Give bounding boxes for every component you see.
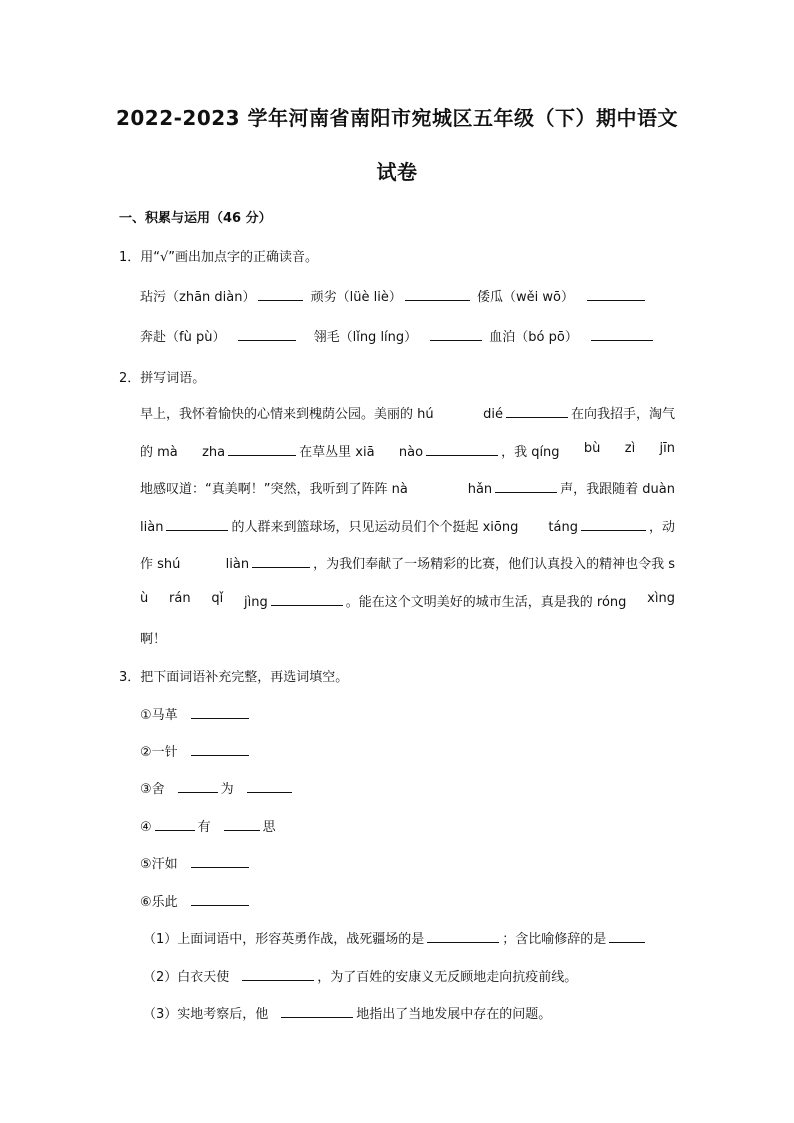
answer-blank[interactable] (591, 328, 653, 341)
q1-item-4: 奔赴（fù pù） (140, 330, 226, 345)
answer-blank[interactable] (405, 288, 470, 301)
section-heading: 一、积累与运用（46 分） (119, 211, 272, 226)
q1-item-3: 倭瓜（wěi wō） (476, 290, 574, 305)
answer-blank[interactable] (247, 780, 292, 793)
answer-blank[interactable] (271, 593, 343, 606)
q3-sub-3: （3）实地考察后，他 地指出了当地发展中存在的问题。 (143, 1007, 552, 1022)
q1-item-1: 玷污（zhān diàn） (140, 290, 256, 305)
document-title-line2: 试卷 (376, 160, 418, 184)
answer-blank[interactable] (166, 518, 228, 531)
answer-blank[interactable] (238, 328, 296, 341)
answer-blank[interactable] (178, 780, 218, 793)
answer-blank[interactable] (242, 968, 314, 981)
q3-word-4: ④ 有 思 (140, 820, 276, 835)
question-2-line-2: 的 mà zha 在草丛里 xiā nào ，我 qíng bù zì jīn (140, 441, 675, 460)
question-2-line-4: liàn 的人群来到篮球场，只见运动员们个个挺起 xiōng táng ，动 (140, 520, 675, 535)
answer-blank[interactable] (191, 706, 249, 719)
answer-blank[interactable] (191, 743, 249, 756)
question-2-line-7: 啊！ (140, 632, 167, 647)
answer-blank[interactable] (191, 855, 249, 868)
question-1-row-1 (140, 286, 648, 305)
document-title-line1: 2022-2023 学年河南省南阳市宛城区五年级（下）期中语文 (115, 106, 679, 130)
question-1-row-2 (140, 326, 656, 345)
answer-blank[interactable] (495, 480, 557, 493)
question-1-prompt: 1．用“√”画出加点字的正确读音。 (119, 250, 319, 265)
answer-blank[interactable] (426, 443, 498, 456)
q1-item-6: 血泊（bó pō） (489, 330, 578, 345)
q1-item-2: 顽劣（lüè liè） (310, 290, 402, 305)
answer-blank[interactable] (581, 518, 646, 531)
q3-word-1: ①马革 (140, 704, 252, 723)
answer-blank[interactable] (224, 818, 260, 831)
q1-item-5: 翎毛（lǐng líng） (313, 330, 418, 345)
answer-blank[interactable] (228, 443, 296, 456)
question-2-line-6: ù rán qǐ jìng 。能在这个文明美好的城市生活，真是我的 róng xìng (140, 591, 675, 610)
answer-blank[interactable] (587, 288, 645, 301)
question-2-line-5: 作 shú liàn ，为我们奉献了一场精彩的比赛，他们认真投入的精神也令我 s (140, 557, 675, 572)
answer-blank[interactable] (191, 893, 249, 906)
answer-blank[interactable] (155, 818, 195, 831)
q3-word-5: ⑤汗如 (140, 853, 252, 872)
answer-blank[interactable] (609, 930, 645, 943)
q3-sub-1: （1）上面词语中，形容英勇作战，战死疆场的是 ；含比喻修辞的是 (143, 928, 648, 947)
answer-blank[interactable] (258, 288, 303, 301)
question-2-prompt: 2．拼写词语。 (119, 371, 206, 386)
answer-blank[interactable] (252, 555, 310, 568)
q3-word-2: ②一针 (140, 741, 252, 760)
q3-sub-2: （2）白衣天使 ，为了百姓的安康义无反顾地走向抗疫前线。 (143, 970, 578, 985)
question-3-prompt: 3．把下面词语补充完整，再选词填空。 (119, 670, 349, 685)
answer-blank[interactable] (506, 405, 568, 418)
q3-word-6: ⑥乐此 (140, 891, 252, 910)
question-2-line-1: 早上，我怀着愉快的心情来到槐荫公园。美丽的 hú dié 在向我招手，淘气 (140, 407, 675, 422)
question-2-line-3: 地感叹道：“真美啊！”突然，我听到了阵阵 nà hǎn 声，我跟随着 duàn (140, 482, 675, 497)
answer-blank[interactable] (430, 328, 482, 341)
q3-word-3: ③舍 为 (140, 778, 295, 797)
answer-blank[interactable] (281, 1005, 353, 1018)
answer-blank[interactable] (427, 930, 499, 943)
